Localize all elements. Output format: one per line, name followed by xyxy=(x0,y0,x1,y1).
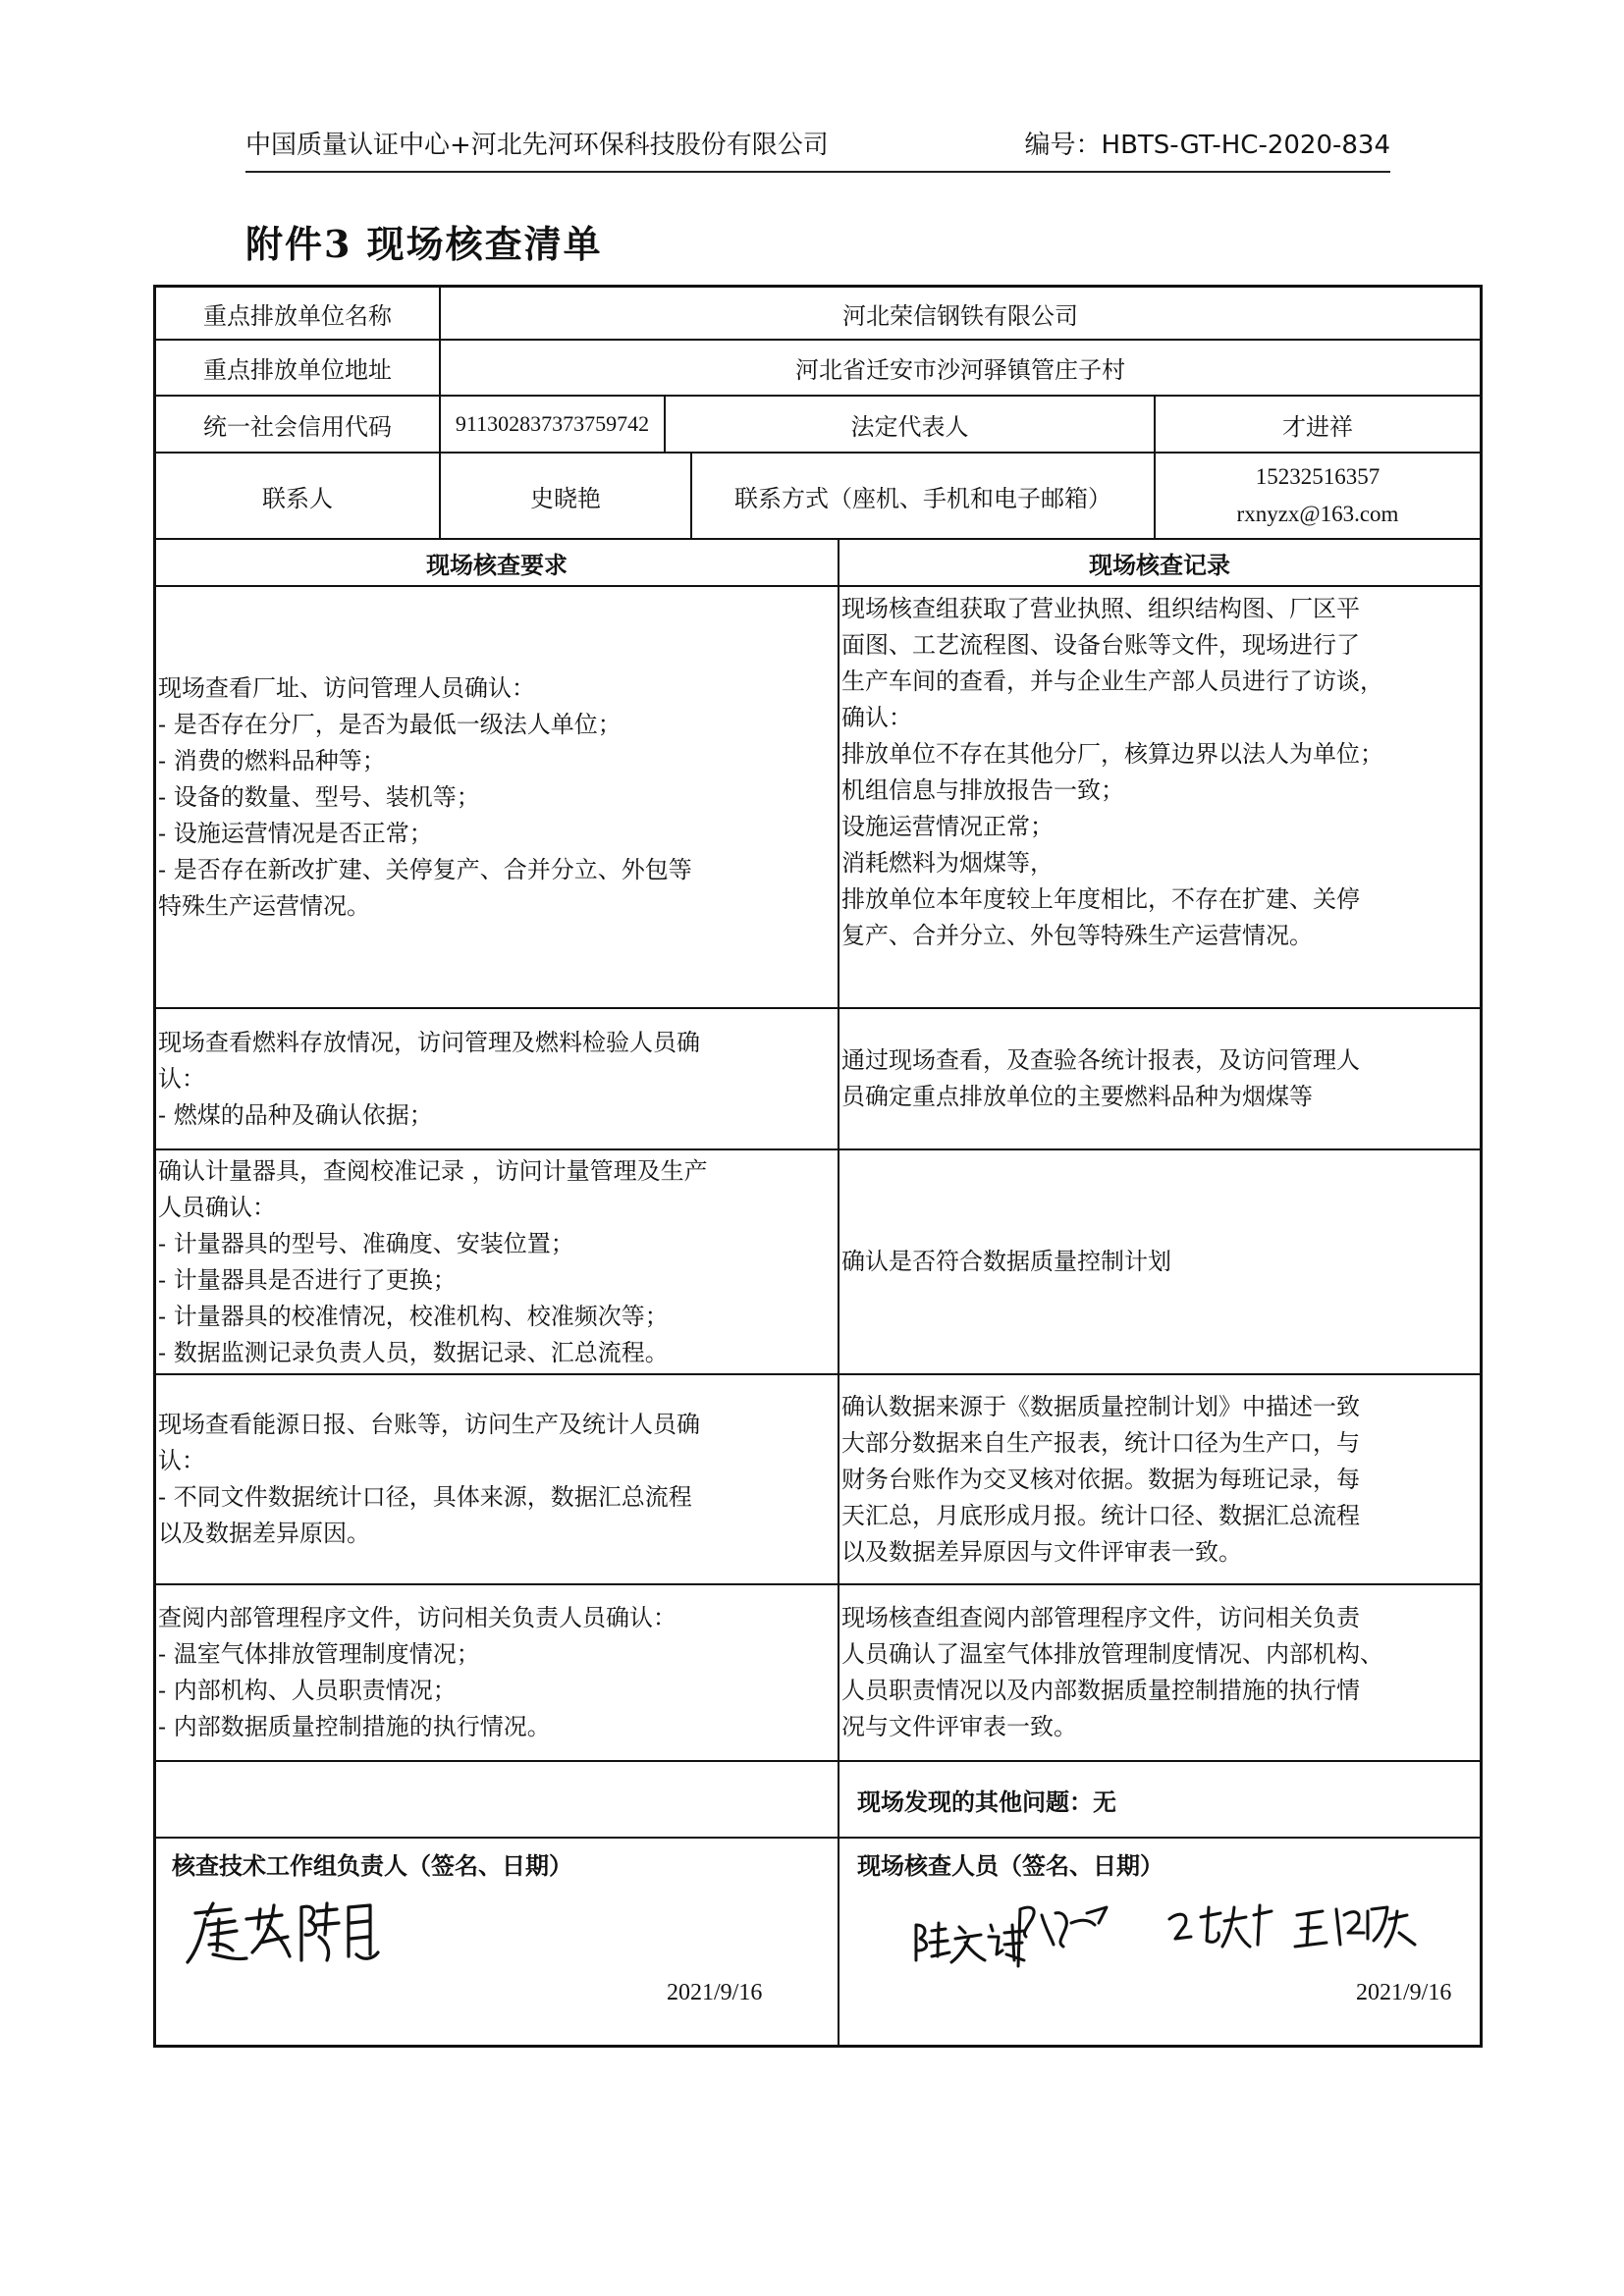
requirement-cell-5 xyxy=(156,1585,838,1760)
requirement-header: 现场核查要求 xyxy=(426,551,568,579)
right-signature-label: 现场核查人员（签名、日期） xyxy=(857,1852,1164,1880)
right-signature-date: 2021/9/16 xyxy=(1356,1980,1452,2005)
record-cell-1 xyxy=(839,587,1480,1007)
record-text-5: 现场核查组查阅内部管理程序文件，访问相关负责 人员确认了温室气体排放管理制度情况、内部机构、 人员职责情况以及内部数据质量控制措施的执行情 况与文件评审表一致。 xyxy=(841,1604,1383,1740)
record-text-3: 确认是否符合数据质量控制计划 xyxy=(841,1248,1171,1275)
page-title: 附件3 现场核查清单 xyxy=(245,222,603,266)
unit-address-value: 河北省迁安市沙河驿镇管庄子村 xyxy=(795,356,1125,384)
header-document-number: 编号：HBTS-GT-HC-2020-834 xyxy=(1024,131,1390,160)
record-cell-4 xyxy=(839,1375,1480,1583)
record-cell-3 xyxy=(839,1150,1480,1373)
legal-rep-value: 才进祥 xyxy=(1282,412,1353,441)
record-text-1: 现场核查组获取了营业执照、组织结构图、厂区平 面图、工艺流程图、设备台账等文件，现场进行了 生产车间的查看，并与企业生产部人员进行了访谈， 确认： 排放单位不存在其他分厂，核算边界以法人为单位； 机组信息与排放报告一致； 设施运营情况正常； 消耗燃料为烟煤等， 排放单位本年度较上年度相比，不存在扩建、关停 复产、合并分立、外包等特殊生产运营情况。 xyxy=(841,595,1383,949)
other-issues-cell xyxy=(839,1762,1480,1837)
credit-code-label: 统一社会信用代码 xyxy=(203,412,392,441)
legal-rep-label: 法定代表人 xyxy=(850,412,969,441)
right-handwritten-signatures xyxy=(1012,1890,1454,1978)
requirement-text-1: 现场查看厂址、访问管理人员确认： - 是否存在分厂，是否为最低一级法人单位； - 消费的燃料品种等； - 设备的数量、型号、装机等； - 设施运营情况是否正常； - 是否存在新改扩建、关停复产、合并分立、外包等 特殊生产运营情况。 xyxy=(158,673,692,920)
requirement-text-5: 查阅内部管理程序文件，访问相关负责人员确认： - 温室气体排放管理制度情况； - 内部机构、人员职责情况； - 内部数据质量控制措施的执行情况。 xyxy=(158,1604,677,1740)
requirement-cell-3 xyxy=(156,1150,838,1373)
record-cell-5 xyxy=(839,1585,1480,1760)
requirement-cell-4 xyxy=(156,1375,838,1583)
requirement-text-3: 确认计量器具，查阅校准记录 ，访问计量管理及生产 人员确认： - 计量器具的型号、准确度、安装位置； - 计量器具是否进行了更换； - 计量器具的校准情况，校准机构、校准频次等； - 数据监测记录负责人员，数据记录、汇总流程。 xyxy=(158,1156,708,1366)
contact-method-values xyxy=(1156,454,1480,538)
requirement-text-2: 现场查看燃料存放情况，访问管理及燃料检验人员确 认： - 燃煤的品种及确认依据； xyxy=(158,1028,700,1129)
left-signature-label: 核查技术工作组负责人（签名、日期） xyxy=(172,1852,572,1880)
record-text-4: 确认数据来源于《数据质量控制计划》中描述一致 大部分数据来自生产报表，统计口径为生产口，与 财务台账作为交叉核对依据。数据为每班记录，每 天汇总，月底形成月报。统计口径、数据汇总流程 以及数据差异原因与文件评审表一致。 xyxy=(841,1392,1360,1566)
record-text-2: 通过现场查看，及查验各统计报表，及访问管理人 员确定重点排放单位的主要燃料品种为烟煤等 xyxy=(841,1046,1360,1110)
record-cell-2 xyxy=(839,1009,1480,1148)
contact-phone: 15232516357 xyxy=(1255,464,1380,489)
right-printed-signer-stamp xyxy=(910,1917,1028,1966)
left-signature-cell xyxy=(156,1839,838,2045)
unit-address-label: 重点排放单位地址 xyxy=(203,356,392,384)
unit-name-value: 河北荣信钢铁有限公司 xyxy=(842,301,1078,330)
contact-label: 联系人 xyxy=(262,484,333,512)
record-header: 现场核查记录 xyxy=(1089,551,1230,579)
credit-code-value: 911302837373759742 xyxy=(455,411,650,436)
right-signature-cell xyxy=(839,1839,1480,2045)
other-issues-text: 现场发现的其他问题：无 xyxy=(857,1788,1116,1816)
page-header xyxy=(245,126,1390,173)
requirement-cell-1 xyxy=(156,587,838,1007)
requirement-text-4: 现场查看能源日报、台账等，访问生产及统计人员确 认： - 不同文件数据统计口径，具体来源，数据汇总流程 以及数据差异原因。 xyxy=(158,1411,700,1547)
requirement-cell-2 xyxy=(156,1009,838,1148)
contact-method-label: 联系方式（座机、手机和电子邮箱） xyxy=(734,484,1111,512)
contact-email: rxnyzx@163.com xyxy=(1236,502,1399,526)
other-issues-blank-cell xyxy=(156,1762,838,1837)
checklist-table xyxy=(153,285,1483,2048)
unit-name-label: 重点排放单位名称 xyxy=(203,301,392,330)
header-organization: 中国质量认证中心+河北先河环保科技股份有限公司 xyxy=(245,131,829,160)
contact-value: 史晓艳 xyxy=(530,484,601,512)
left-handwritten-signature xyxy=(184,1896,400,1974)
left-signature-date: 2021/9/16 xyxy=(667,1980,763,2005)
